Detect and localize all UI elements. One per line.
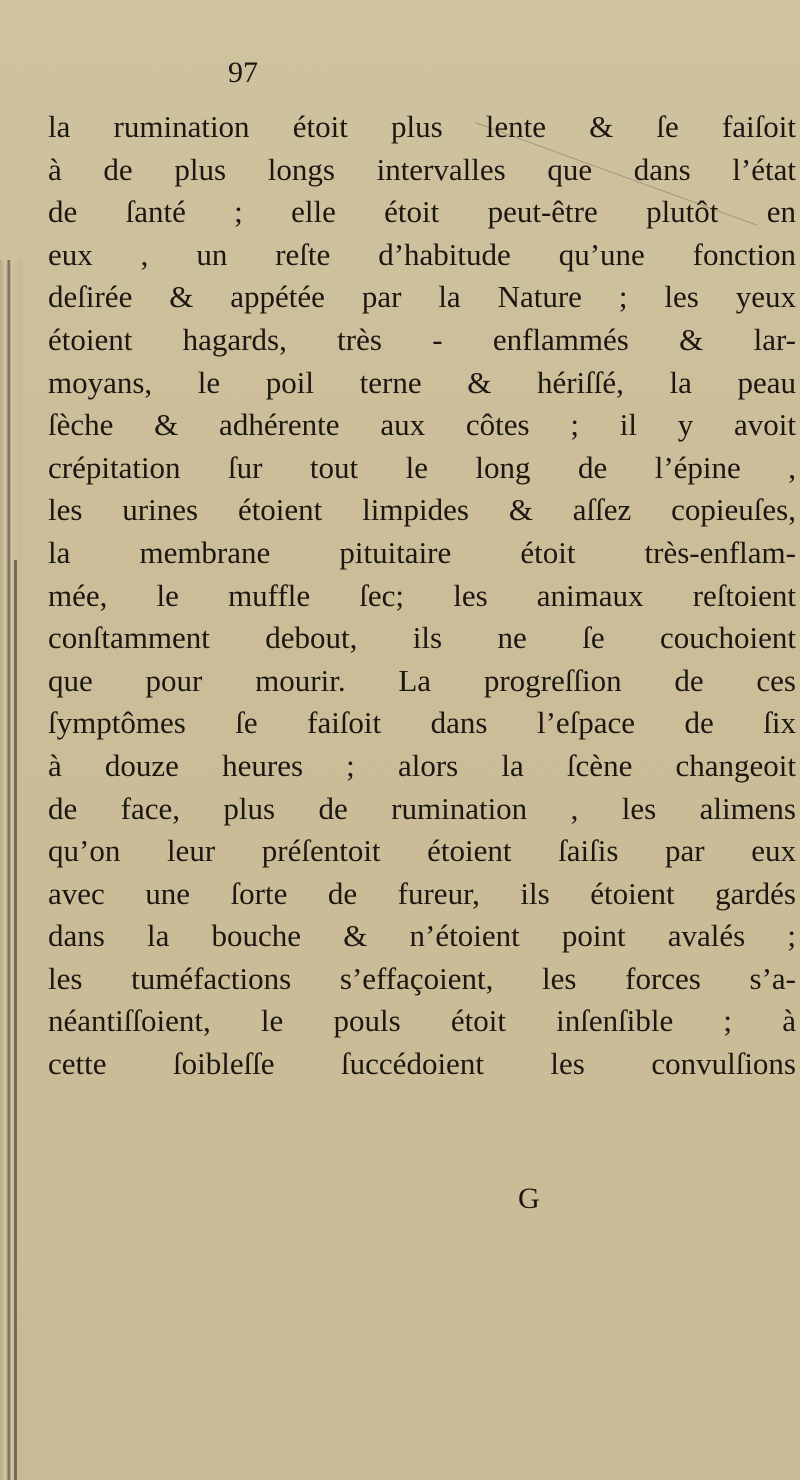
text-line: dans la bouche & n’étoient point avalés ;: [48, 918, 796, 954]
text-line: les tuméfactions s’effaçoient, les forces s’a-: [48, 960, 796, 996]
text-line: crépitation ſur tout le long de l’épine ,: [48, 449, 796, 485]
signature-mark: G: [518, 1182, 540, 1215]
text-line: que pour mourir. La progreſſion de ces: [48, 662, 796, 698]
binding-shadow: [14, 560, 17, 1480]
page-number: 97: [228, 56, 258, 89]
text-line: la rumination étoit plus lente & ſe faiſoit: [48, 109, 796, 144]
text-line: de face, plus de rumination , les alimens: [48, 790, 796, 826]
text-line: conſtamment debout, ils ne ſe couchoient: [48, 620, 796, 656]
text-line: cette ſoibleſſe ſuccédoient les convulſions: [48, 1046, 796, 1082]
text-line: avec une ſorte de fureur, ils étoient gardés: [48, 875, 796, 911]
text-line: de ſanté ; elle étoit peut-être plutôt en: [48, 194, 796, 230]
body-text: [48, 106, 796, 1086]
text-line: deſirée & appétée par la Nature ; les yeux: [48, 279, 796, 315]
text-line: mée, le muffle ſec; les animaux reſtoient: [48, 577, 796, 613]
text-line: eux , un reſte d’habitude qu’une fonction: [48, 236, 796, 272]
text-line: ſèche & adhérente aux côtes ; il y avoit: [48, 407, 796, 443]
text-line: néantiſſoient, le pouls étoit inſenſible ; à: [48, 1003, 796, 1039]
text-line: à de plus longs intervalles que dans l’état: [48, 151, 796, 187]
text-line: étoient hagards, très - enflammés & lar-: [48, 321, 796, 357]
text-line: moyans, le poil terne & hériſſé, la peau: [48, 364, 796, 400]
text-line: ſymptômes ſe faiſoit dans l’eſpace de ſix: [48, 705, 796, 741]
text-line: les urines étoient limpides & aſſez copieuſes,: [48, 492, 796, 528]
text-line: à douze heures ; alors la ſcène changeoit: [48, 747, 796, 783]
text-line: la membrane pituitaire étoit très-enflam-: [48, 534, 796, 570]
text-line: qu’on leur préſentoit étoient ſaiſis par eux: [48, 833, 796, 869]
book-binding-edge: [0, 260, 22, 1480]
